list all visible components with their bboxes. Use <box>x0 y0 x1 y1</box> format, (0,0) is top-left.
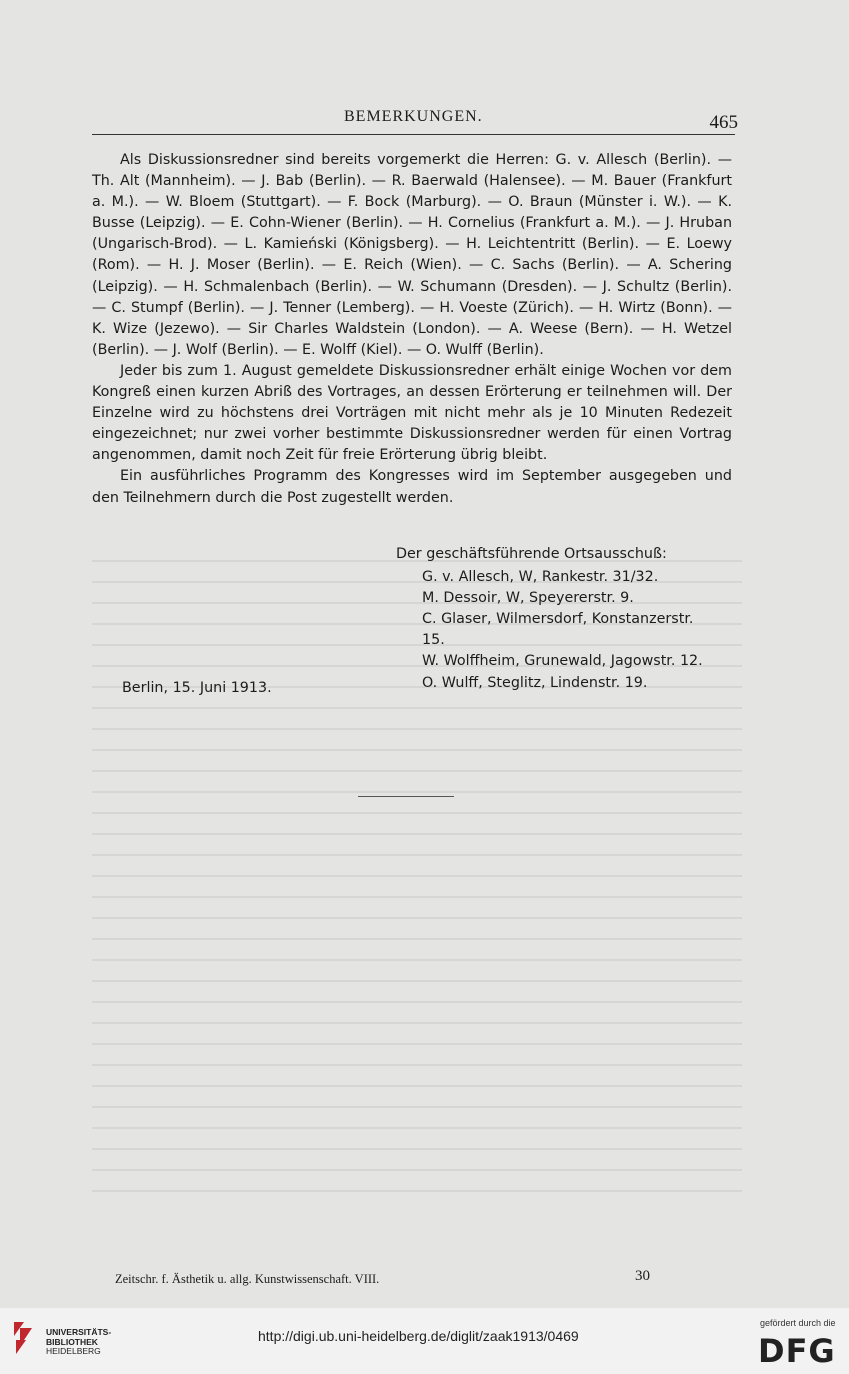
page-number: 465 <box>709 112 738 133</box>
dfg-logo: DFG <box>758 1332 836 1370</box>
place-date: Berlin, 15. Juni 1913. <box>122 680 272 696</box>
library-name <box>46 1328 111 1357</box>
running-head <box>92 108 738 136</box>
committee-list <box>396 567 716 694</box>
funding-caption: gefördert durch die <box>760 1318 836 1328</box>
library-line: HEIDELBERG <box>46 1346 101 1356</box>
committee-block <box>396 544 716 694</box>
library-line: UNIVERSITÄTS- <box>46 1327 112 1337</box>
library-line: BIBLIOTHEK <box>46 1336 98 1347</box>
running-title: BEMERKUNGEN. <box>344 108 483 125</box>
paragraph-program: Ein ausführliches Programm des Kongresses wird im September ausgegeben und den Teilnehmern durch die Post zugestellt werden. <box>92 468 732 506</box>
committee-member: C. Glaser, Wilmersdorf, Konstanzerstr. 15. <box>422 611 694 649</box>
journal-footer: Zeitschr. f. Ästhetik u. allg. Kunstwissenschaft. VIII. <box>115 1272 380 1286</box>
committee-member: W. Wolffheim, Grunewald, Jagowstr. 12. <box>422 653 703 670</box>
committee-member: M. Dessoir, W, Speyererstr. 9. <box>422 590 634 607</box>
section-divider <box>358 796 454 797</box>
committee-member: G. v. Allesch, W, Rankestr. 31/32. <box>422 569 659 586</box>
committee-heading: Der geschäftsführende Ortsausschuß: <box>396 546 667 562</box>
paragraph-speakers: Als Diskussionsredner sind bereits vorgemerkt die Herren: G. v. Allesch (Berlin). — Th. Alt (Mannheim). — J. Bab (Berlin). — R. Baerwald (Halensee). — M. Bauer (Frankfurt a. M.). — W. Bloem (Stuttgart). — F. Bock (Marburg). — O. Braun (Münster i. W.). — K. Busse (Leipzig). — E. Cohn-Wiener (Berlin). — H. Cornelius (Frankfurt a. M.). — J. Hruban (Ungarisch-Brod). — L. Kamieński (Königsberg). — H. Leichtentritt (Berlin). — E. Loewy (Rom). — H. J. Moser (Berlin). — E. Reich (Wien). — C. Sachs (Berlin). — A. Schering (Leipzig). — H. Schmalenbach (Berlin). — W. Schumann (Dresden). — J. Schultz (Berlin). — C. Stumpf (Berlin). — J. Tenner (Lemberg). — H. Voeste (Zürich). — H. Wirtz (Bonn). — K. Wize (Jezewo). — Sir Charles Waldstein (London). — A. Weese (Bern). — H. Wetzel (Berlin). — J. Wolf (Berlin). — E. Wolff (Kiel). — O. Wulff (Berlin). <box>92 152 732 358</box>
header-rule <box>92 134 735 135</box>
library-logo-icon <box>10 1318 38 1358</box>
permalink[interactable]: http://digi.ub.uni-heidelberg.de/diglit/zaak1913/0469 <box>258 1328 579 1344</box>
paragraph-rules: Jeder bis zum 1. August gemeldete Diskussionsredner erhält einige Wochen vor dem Kongreß einen kurzen Abriß des Vortrages, an dessen Erörterung er teilnehmen will. Der Einzelne wird zu höchstens drei Vorträgen mit nicht mehr als je 10 Minuten Redezeit eingezeichnet; nur zwei vorher bestimmte Diskussionsredner werden für einen Vortrag angenommen, damit noch Zeit für freie Erörterung übrig bleibt. <box>92 362 732 464</box>
body-text <box>92 150 732 509</box>
committee-member: O. Wulff, Steglitz, Lindenstr. 19. <box>422 674 648 691</box>
signature-number: 30 <box>635 1268 650 1284</box>
